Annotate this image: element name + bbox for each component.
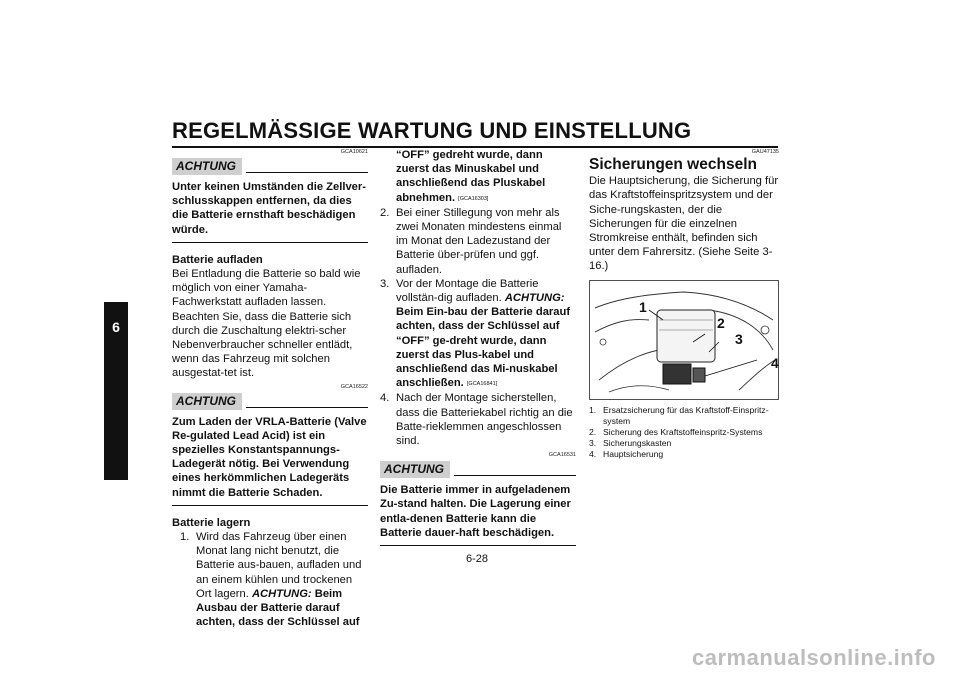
step-warning-text: “OFF” gedreht wurde, dann zuerst das Minuskabel und anschließend das Pluskabel abnehmen. — [396, 149, 546, 204]
list-item — [380, 148, 576, 206]
notice-header — [172, 393, 368, 410]
section-code: GAU47135 — [751, 149, 779, 155]
caption-item — [589, 438, 779, 449]
achtung-inline: ACHTUNG: — [251, 587, 312, 600]
achtung-label: ACHTUNG — [172, 393, 242, 410]
storage-steps-continued — [380, 148, 576, 448]
notice-end-rule — [172, 242, 368, 243]
caption-number: 2. — [589, 427, 597, 438]
notice-text: Unter keinen Umständen die Zellver-schlusskappen entfernen, da dies die Batterie ernsthaft beschädigen würde. — [172, 181, 366, 236]
achtung-label: ACHTUNG — [380, 461, 450, 478]
step-text: Wird das Fahrzeug über einen Monat lang nicht benutzt, die Batterie aus-bauen, aufladen und an einem kühlen und trockenen Ort lagern. — [196, 531, 362, 600]
notice-code: GCA16522 — [340, 383, 368, 390]
column-3 — [589, 148, 779, 461]
figure-captions — [589, 405, 779, 461]
notice-rule — [246, 172, 368, 173]
list-number: 3. — [380, 277, 390, 290]
chapter-tab: 6 — [104, 302, 128, 480]
caption-number: 4. — [589, 449, 597, 460]
caption-text: Hauptsicherung — [603, 449, 664, 460]
notice-rule — [246, 407, 368, 408]
step-text: Vor der Montage die Batterie vollstän-dig aufladen. — [396, 277, 539, 305]
page-number: 6-28 — [466, 553, 489, 565]
achtung-label: ACHTUNG — [172, 158, 242, 175]
notice-code: GCA10621 — [340, 149, 368, 155]
notice-code: GCA16531 — [548, 452, 576, 459]
storage-steps — [172, 530, 368, 629]
list-item — [380, 391, 576, 448]
list-number: 1. — [180, 531, 190, 544]
caption-item — [589, 427, 779, 438]
inline-code: [GCA16303] — [458, 195, 489, 202]
notice-rule — [454, 475, 576, 476]
notice-end-rule — [172, 505, 368, 506]
charging-text: Bei Entladung die Batterie so bald wie möglich von einer Yamaha-Fachwerkstatt aufladen lassen. Beachten Sie, dass die Batterie sich durch die Zuschaltung elektri-scher Nebenverbraucher schneller entlädt, wenn das Fahrzeug mit solchen ausgestat-tet ist. — [172, 268, 361, 380]
column-2 — [380, 148, 576, 556]
achtung-inline: ACHTUNG: — [504, 292, 565, 305]
watermark[interactable]: carmanualsonline.info — [692, 645, 936, 670]
caption-number: 3. — [589, 438, 597, 449]
figure-label-1: 1 — [639, 298, 647, 315]
fuse-location-figure — [589, 280, 779, 400]
caption-text: Ersatzsicherung für das Kraftstoff-Einspritz-system — [603, 404, 769, 426]
list-number: 4. — [380, 392, 390, 405]
page-header-title: REGELMÄSSIGE WARTUNG UND EINSTELLUNG — [172, 118, 692, 143]
caption-number: 1. — [589, 404, 597, 415]
caption-item — [589, 405, 779, 427]
caption-item — [589, 449, 779, 460]
notice-text: Zum Laden der VRLA-Batterie (Valve Re-gulated Lead Acid) ist ein spezielles Konstantspannungs-Ladegerät nötig. Bei Verwendung eines herkömmlichen Ladegeräts nimmt die Batterie Schaden. — [172, 415, 367, 499]
caption-text: Sicherungskasten — [603, 438, 672, 449]
list-item — [380, 206, 576, 277]
list-text: Nach der Montage sicherstellen, dass die Batteriekabel richtig an die Batte-rieklemmen angeschlossen sind. — [396, 392, 573, 448]
figure-label-3: 3 — [735, 330, 743, 347]
notice-header — [380, 461, 576, 478]
section-heading-charging: Batterie aufladen — [172, 253, 263, 266]
step-warning-text: Beim Ein-bau der Batterie darauf achten, dass der Schlüssel auf “OFF” ge-dreht wurde, dann zuerst das Plus-kabel und anschließend das Mi-nuskabel anschließen. — [396, 306, 571, 390]
list-number: 2. — [380, 206, 390, 219]
inline-code: [GCA16841] — [466, 381, 498, 388]
column-1 — [172, 148, 368, 629]
notice-text: Die Batterie immer in aufgeladenem Zu-stand halten. Die Lagerung einer entla-denen Batterie kann die Batterie dauer-haft beschädigen. — [380, 484, 571, 539]
list-item — [380, 277, 576, 392]
section-heading-storage: Batterie lagern — [172, 516, 251, 529]
fuses-text: Die Hauptsicherung, die Sicherung für das Kraftstoffeinspritzsystem und der Siche-rungskasten, der die Sicherungen für die einzelnen Stromkreise enthält, befinden sich unter dem Fahrersitz. (Siehe Seite 3-16.) — [589, 175, 779, 273]
step-warning-text: Beim Ausbau der Batterie darauf achten, dass der Schlüssel auf — [196, 587, 360, 629]
list-item — [172, 530, 368, 629]
list-text: Bei einer Stillegung von mehr als zwei Monaten mindestens einmal im Monat den Ladezustand der Batterie über-prüfen und ggf. aufladen. — [396, 206, 562, 276]
notice-end-rule — [380, 545, 576, 546]
section-title-fuses: Sicherungen wechseln — [589, 156, 757, 173]
figure-label-2: 2 — [717, 314, 725, 331]
figure-label-4: 4 — [771, 354, 779, 371]
caption-text: Sicherung des Kraftstoffeinspritz-Systems — [603, 427, 763, 438]
list-text — [196, 530, 368, 629]
fuse-diagram-illustration — [589, 280, 779, 400]
notice-header — [172, 158, 368, 175]
